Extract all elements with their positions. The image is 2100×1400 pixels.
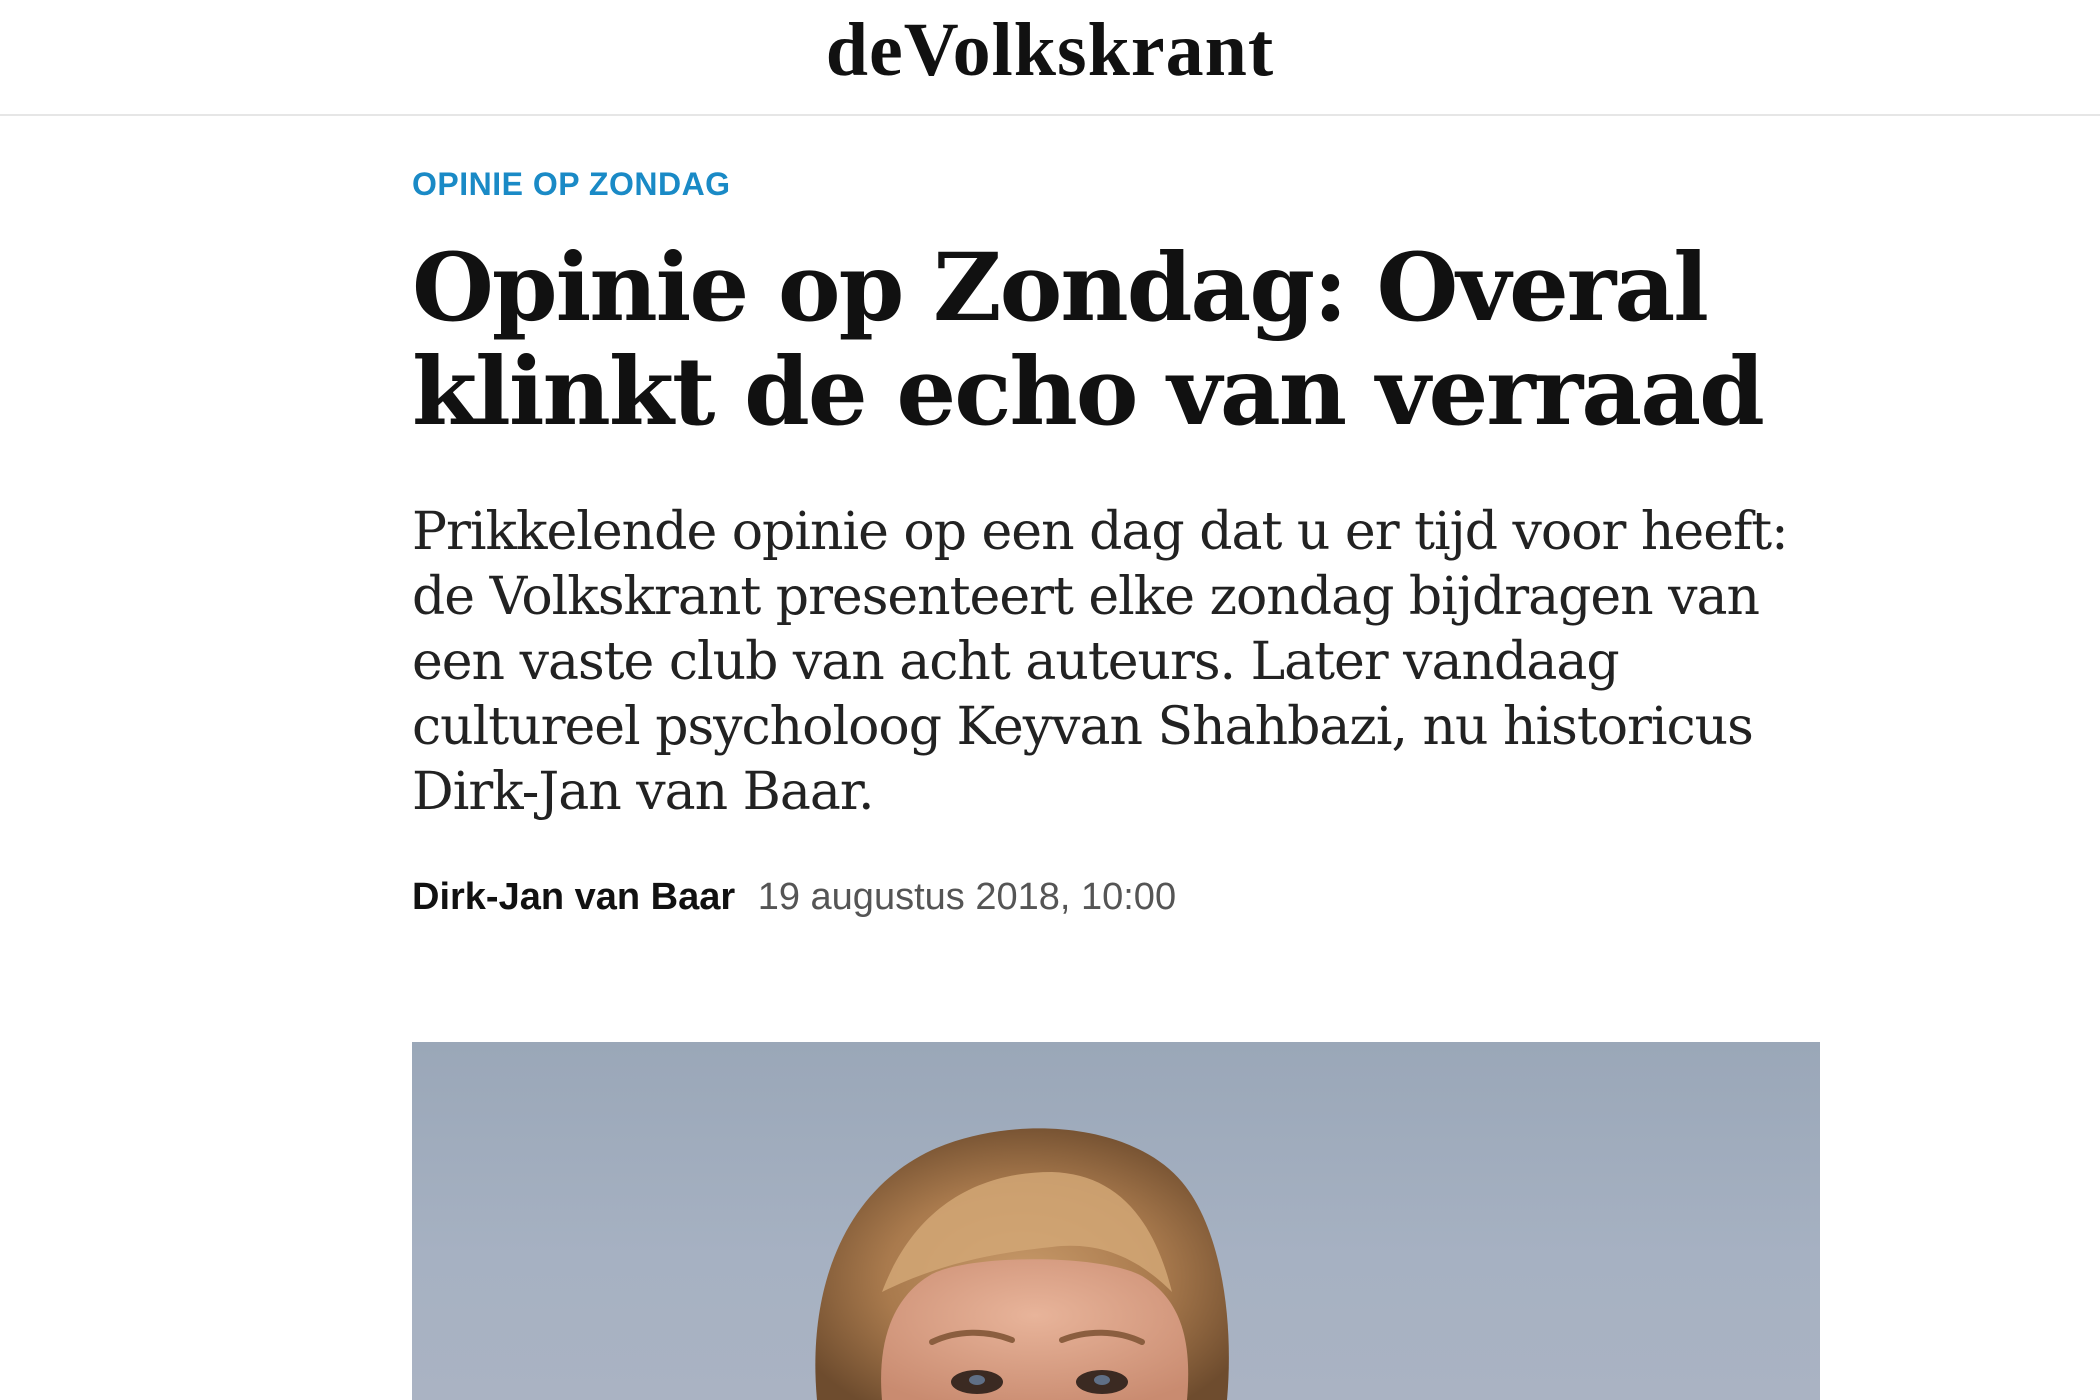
hero-photo xyxy=(412,1042,1820,1400)
byline xyxy=(412,878,1176,916)
site-logo[interactable]: deVolkskrant xyxy=(825,8,1275,92)
publish-date: 19 augustus 2018, 10:00 xyxy=(757,876,1177,918)
section-label[interactable]: OPINIE OP ZONDAG xyxy=(412,166,731,202)
author-link[interactable]: Dirk-Jan van Baar xyxy=(412,876,736,918)
portrait-illustration xyxy=(412,1042,1820,1400)
face-shape xyxy=(881,1259,1188,1400)
article-headline: Opinie op Zondag: Overal klinkt de echo van verraad xyxy=(412,233,1763,447)
masthead xyxy=(0,0,2100,116)
article-intro: Prikkelende opinie op een dag dat u er tijd voor heeft: de Volkskrant presenteert elke zondag bijdragen van een vaste club van acht auteurs. Later vandaag cultureel psycholoog Keyvan Shahbazi, nu historicus Dirk-Jan van Baar. xyxy=(412,502,1788,822)
